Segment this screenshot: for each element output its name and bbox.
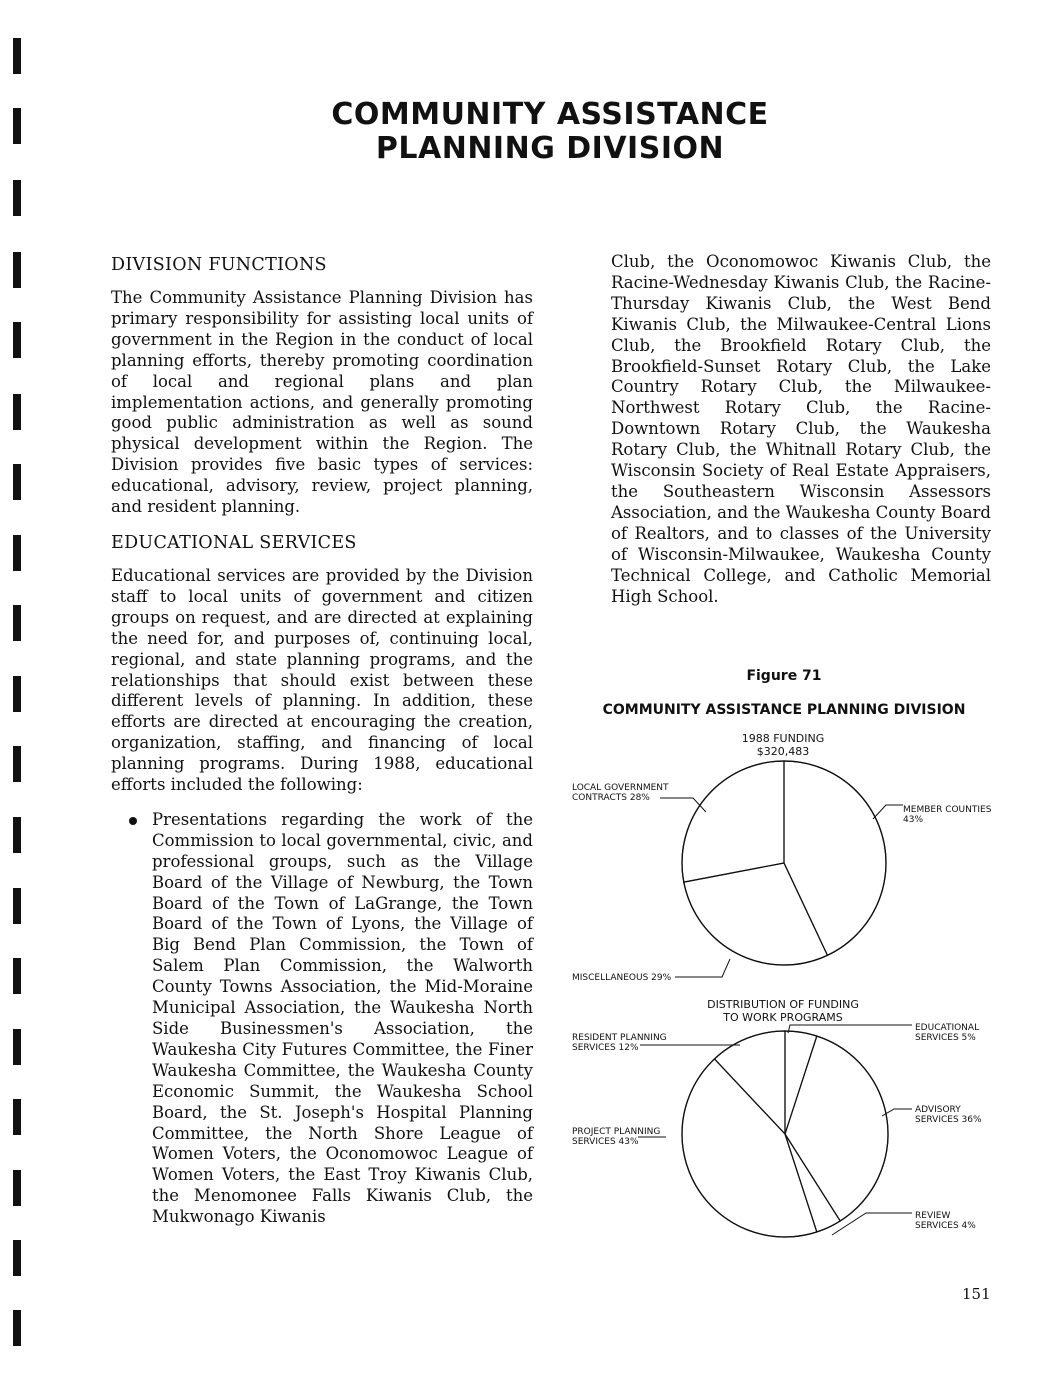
pie1-title-line2: $320,483 bbox=[756, 745, 810, 758]
figure-caption: COMMUNITY ASSISTANCE PLANNING DIVISION bbox=[602, 702, 966, 718]
pie2-leader-educational bbox=[788, 1025, 912, 1033]
figure-charts bbox=[560, 725, 1000, 1245]
binding-mark bbox=[13, 322, 21, 358]
pie2-label-resident-planning-line1: RESIDENT PLANNING bbox=[572, 1033, 667, 1043]
educational-services-paragraph: Educational services are provided by the Division staff to local units of government and citizen groups on request, and are directed at explaining the need for, and purposes of, continuing local, regional, and state planning programs, and the relationships that should exist between these different levels of planning. In addition, these efforts are directed at encouraging the creation, organization, staffing, and financing of local planning programs. During 1988, educational efforts included the following: bbox=[111, 565, 533, 795]
pie1-slice-local-government bbox=[682, 761, 784, 882]
bullet-text: Presentations regarding the work of the Commission to local governmental, civic, and professional groups, such as the Village Board of the Village of Newburg, the Town Board of the Town of LaGrange, the Town Board of the Town of Lyons, the Village of Big Bend Plan Commission, the Town of Salem Plan Commission, the Walworth County Towns Association, the Mid-Moraine Municipal Association, the Waukesha North Side Businessmen's Association, the Waukesha City Futures Committee, the Finer Waukesha Committee, the Waukesha County Economic Summit, the Waukesha School Board, the St. Joseph's Hospital Planning Committee, the North Shore League of Women Voters, the Oconomowoc League of Women Voters, the East Troy Kiwanis Club, the Menomonee Falls Kiwanis Club, the Mukwonago Kiwanis bbox=[152, 809, 533, 1227]
pie1-label-member-counties-line2: 43% bbox=[903, 815, 924, 825]
pie2-label-review-line2: SERVICES 4% bbox=[915, 1221, 976, 1231]
binding-mark bbox=[13, 676, 21, 712]
figure-label: Figure 71 bbox=[746, 668, 822, 684]
binding-mark bbox=[13, 1099, 21, 1135]
page-title-line2: PLANNING DIVISION bbox=[375, 131, 725, 166]
pie2-label-advisory-line2: SERVICES 36% bbox=[915, 1115, 982, 1125]
pie2-slice-resident-planning bbox=[714, 1031, 785, 1134]
pie1-leader-miscellaneous bbox=[675, 959, 730, 977]
binding-mark bbox=[13, 1170, 21, 1206]
pie1-label-miscellaneous: MISCELLANEOUS 29% bbox=[572, 973, 672, 983]
pie1-slices bbox=[682, 761, 886, 965]
pie2-leader-review bbox=[832, 1213, 912, 1235]
section-heading-division-functions: DIVISION FUNCTIONS bbox=[111, 255, 327, 275]
pie2-label-resident-planning-line2: SERVICES 12% bbox=[572, 1043, 639, 1053]
pie2-label-educational-line1: EDUCATIONAL bbox=[915, 1023, 980, 1033]
binding-mark bbox=[13, 108, 21, 144]
binding-mark bbox=[13, 535, 21, 571]
pie1-label-local-government-line2: CONTRACTS 28% bbox=[572, 793, 650, 803]
pie2-label-educational-line2: SERVICES 5% bbox=[915, 1033, 976, 1043]
binding-mark bbox=[13, 252, 21, 288]
binding-mark bbox=[13, 1029, 21, 1065]
pie1-label-member-counties-line1: MEMBER COUNTIES bbox=[903, 805, 992, 815]
pie1-leader-local-government bbox=[660, 798, 706, 812]
page-title-line1: COMMUNITY ASSISTANCE bbox=[331, 97, 769, 132]
bullet-item bbox=[111, 810, 533, 1228]
pie2-title-line1: DISTRIBUTION OF FUNDING bbox=[707, 998, 859, 1011]
pie1-leader-member-counties bbox=[873, 805, 903, 819]
page-number: 151 bbox=[962, 1285, 991, 1303]
binding-mark bbox=[13, 394, 21, 430]
pie1-slice-member-counties bbox=[784, 761, 886, 955]
binding-mark bbox=[13, 888, 21, 924]
left-column bbox=[111, 254, 533, 1228]
binding-mark bbox=[13, 958, 21, 994]
binding-mark bbox=[13, 464, 21, 500]
pie2-label-advisory-line1: ADVISORY bbox=[915, 1105, 961, 1115]
division-functions-paragraph: The Community Assistance Planning Division has primary responsibility for assisting local units of government in the Region in the conduct of local planning efforts, thereby promoting coordination of local and regional plans and plan implementation actions, and generally promoting good public administration as well as sound physical development within the Region. The Division provides five basic types of services: educational, advisory, review, project planning, and resident planning. bbox=[111, 288, 533, 517]
pie2-label-review-line1: REVIEW bbox=[915, 1211, 951, 1221]
pie2-slice-project-planning bbox=[682, 1059, 817, 1237]
binding-mark bbox=[13, 180, 21, 216]
binding-mark bbox=[13, 817, 21, 853]
pie2-slice-advisory bbox=[785, 1036, 888, 1221]
pie1-label-local-government-line1: LOCAL GOVERNMENT bbox=[572, 783, 669, 793]
bullet-dot bbox=[129, 817, 137, 825]
continued-paragraph: Club, the Oconomowoc Kiwanis Club, the Racine-Wednesday Kiwanis Club, the Racine-Thursday Kiwanis Club, the West Bend Kiwanis Club, the Milwaukee-Central Lions Club, the Brookfield Rotary Club, the Brookfield-Sunset Rotary Club, the Lake Country Rotary Club, the Milwaukee-Northwest Rotary Club, the Racine-Downtown Rotary Club, the Waukesha Rotary Club, the Whitnall Rotary Club, the Wisconsin Society of Real Estate Appraisers, the Southeastern Wisconsin Assessors Association, and the Waukesha County Board of Realtors, and to classes of the University of Wisconsin-Milwaukee, Waukesha County Technical College, and Catholic Memorial High School. bbox=[611, 252, 991, 606]
binding-mark bbox=[13, 746, 21, 782]
pie1-title-line1: 1988 FUNDING bbox=[741, 732, 825, 745]
pie2-label-project-planning-line2: SERVICES 43% bbox=[572, 1137, 639, 1147]
binding-mark bbox=[13, 1240, 21, 1276]
pie2-title-line2: TO WORK PROGRAMS bbox=[723, 1011, 843, 1024]
page-title bbox=[250, 98, 850, 166]
right-column bbox=[611, 252, 991, 607]
binding-mark bbox=[13, 1310, 21, 1346]
section-heading-educational-services: EDUCATIONAL SERVICES bbox=[111, 532, 357, 553]
binding-mark bbox=[13, 38, 21, 74]
binding-mark bbox=[13, 605, 21, 641]
pie2-slices bbox=[682, 1031, 888, 1237]
pie2-label-project-planning-line1: PROJECT PLANNING bbox=[572, 1127, 661, 1137]
